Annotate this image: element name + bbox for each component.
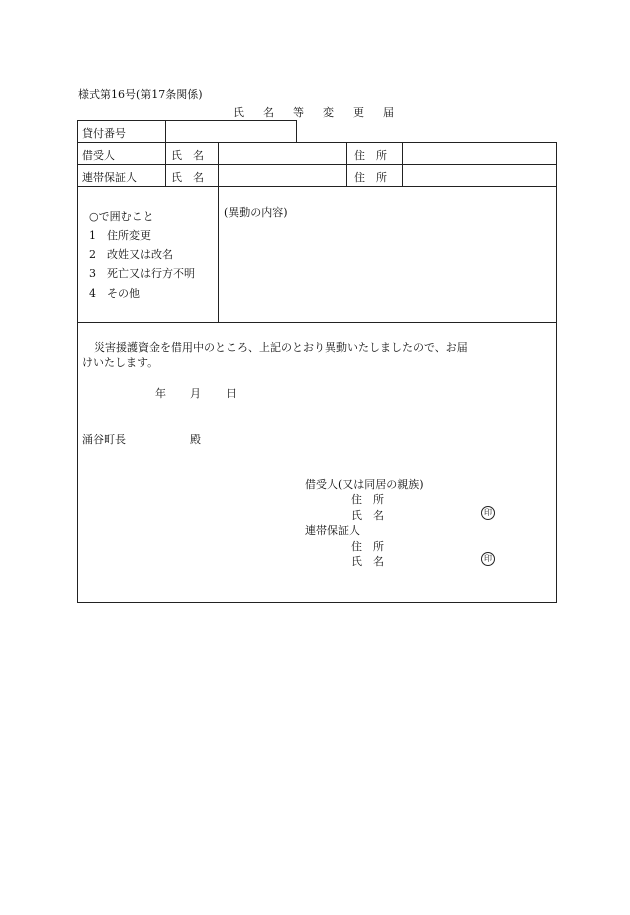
change-details-label: (異動の内容) [224,206,288,219]
honorific: 殿 [190,433,201,446]
option-item: 4 その他 [89,287,140,300]
option-item: 3 死亡又は行方不明 [89,267,195,280]
border-line [402,142,403,186]
border-line [296,120,297,143]
mayor-label: 涌谷町長 [82,433,126,446]
border-line [77,120,78,602]
borrower-heading: 借受人(又は同居の親族) [305,478,424,491]
seal-stamp-icon: 印 [481,506,495,520]
border-line [77,120,296,121]
guarantor-sign-address: 住 所 [351,540,384,553]
guarantor-heading: 連帯保証人 [305,524,360,537]
border-line [77,164,557,165]
guarantor-sign-name: 氏 名 [351,555,384,568]
border-line [165,120,166,186]
borrower-name-label: 氏 名 [171,149,204,162]
form-title: 氏名等変更届 [233,106,413,119]
border-line [77,186,557,187]
body-text: けいたします。 [82,356,159,369]
border-line [218,142,219,322]
loan-number-label: 貸付番号 [82,127,126,140]
date-year: 年 [155,387,166,400]
borrower-sign-name: 氏 名 [351,509,384,522]
border-line [77,142,557,143]
guarantor-label: 連帯保証人 [82,171,137,184]
borrower-label: 借受人 [82,149,115,162]
option-item: 1 住所変更 [89,229,151,242]
body-text: 災害援護資金を借用中のところ、上記のとおり異動いたしましたので、お届 [94,341,468,354]
border-line [346,142,347,186]
seal-stamp-icon: 印 [481,552,495,566]
border-line [77,322,557,323]
form-header: 様式第16号(第17条関係) [78,88,203,101]
option-item: 2 改姓又は改名 [89,248,173,261]
options-instruction: ○で囲むこと [89,210,154,223]
border-line [556,142,557,602]
borrower-address-label: 住 所 [354,149,387,162]
guarantor-name-label: 氏 名 [171,171,204,184]
date-day: 日 [226,387,237,400]
guarantor-address-label: 住 所 [354,171,387,184]
date-month: 月 [190,387,201,400]
borrower-sign-address: 住 所 [351,493,384,506]
border-line [77,602,557,603]
